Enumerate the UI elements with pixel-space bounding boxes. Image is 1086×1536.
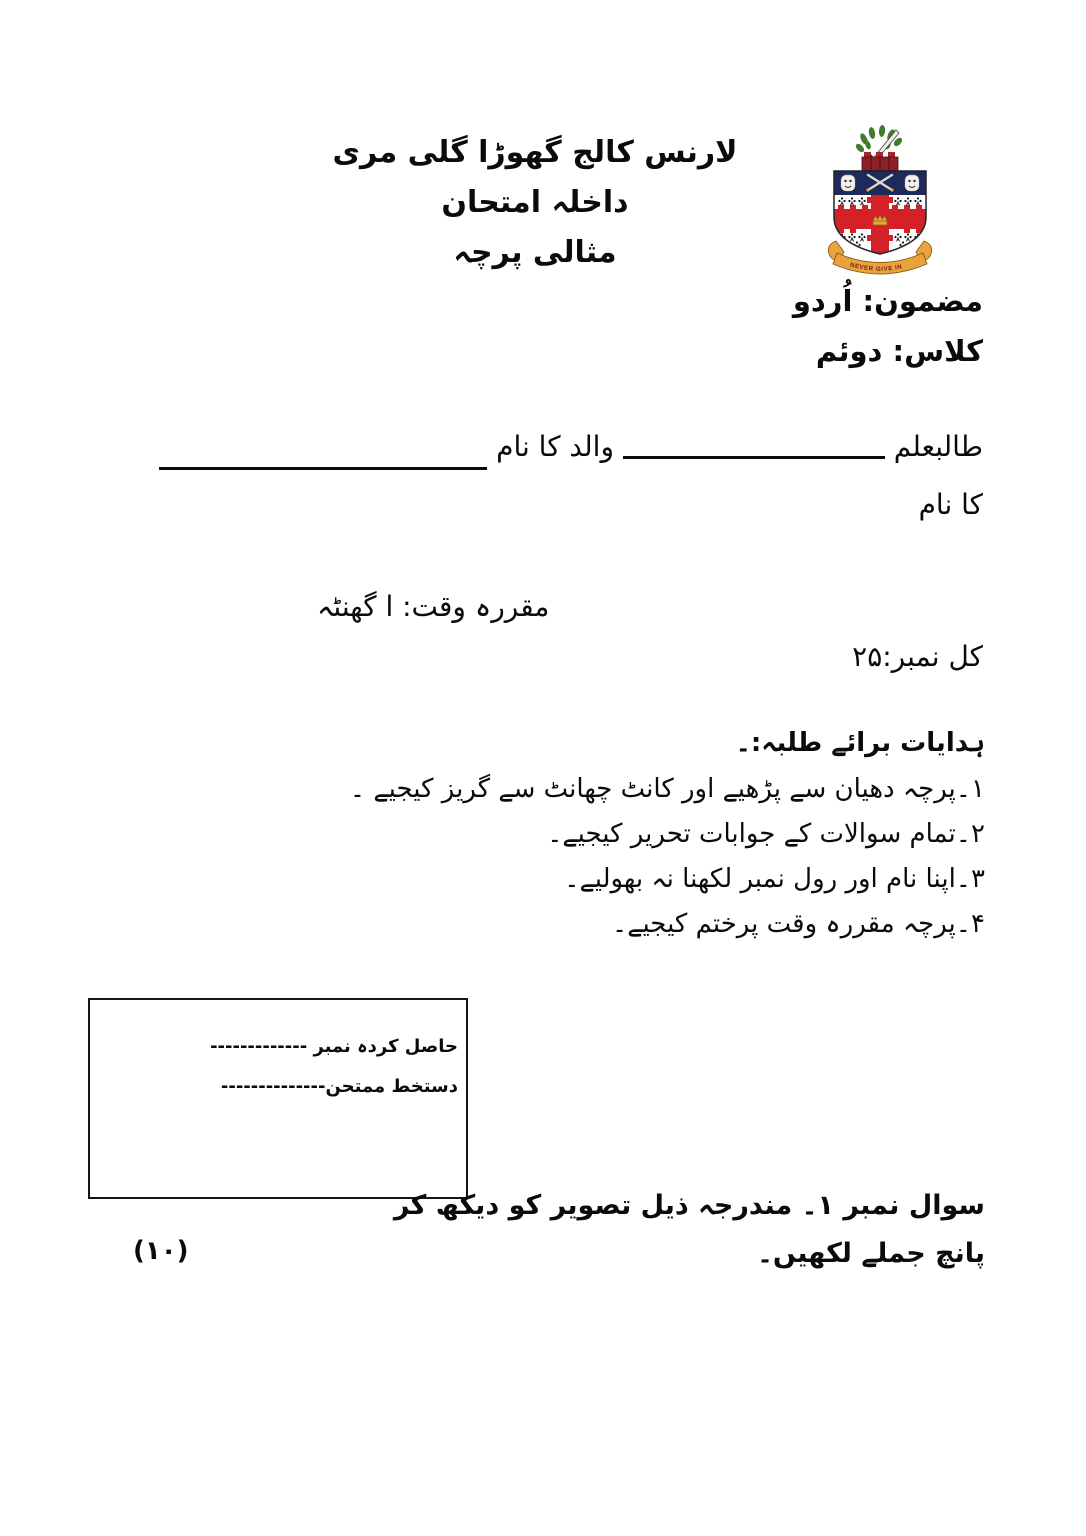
college-crest-logo [824, 124, 936, 278]
laurel-leaves-icon [854, 125, 903, 154]
father-name-blank-line [159, 465, 487, 470]
center-crown-icon [873, 215, 887, 225]
page-title [230, 128, 840, 278]
question-1-text-line-1: سوال نمبر ۱۔ مندرجہ ذیل تصویر کو دیکھ کر [393, 1190, 985, 1221]
student-name-label: طالبعلم [893, 430, 983, 463]
student-name-blank-line [623, 454, 885, 459]
class-line: کلاس: دوئم [815, 334, 983, 368]
crest-motto-text: NEVER GIVE IN [849, 261, 904, 273]
name-fields-line [159, 430, 983, 470]
question-1-marks: (۱۰) [133, 1236, 189, 1266]
college-name-title: لارنس کالج گھوڑا گلی مری [332, 135, 738, 170]
instruction-item-3: ۳۔اپنا نام اور رول نمبر لکھنا نہ بھولیے۔ [564, 864, 985, 894]
instructions-heading: ہدایات برائے طلبہ:۔ [735, 728, 985, 758]
time-allowed-line: مقررہ وقت: ا گھنٹہ [317, 590, 550, 623]
obtained-marks-label: حاصل کردہ نمبر ------------- [210, 1036, 458, 1057]
name-continuation-label: کا نام [918, 488, 983, 521]
father-name-label: والد کا نام [496, 430, 614, 463]
instruction-item-1: ۱۔پرچہ دھیان سے پڑھیے اور کانٹ چھانٹ سے گریز کیجیے ۔ [349, 774, 985, 804]
crown-icon [862, 152, 898, 172]
mask-icon-left [841, 175, 855, 191]
examiner-signature-label: دستخط ممتحن-------------- [220, 1076, 458, 1097]
instruction-item-4: ۴۔پرچہ مقررہ وقت پرختم کیجیے۔ [611, 909, 985, 939]
total-marks-line: کل نمبر:۲۵ [852, 640, 983, 673]
subject-line: مضمون: اُردو [792, 284, 983, 318]
marks-box [88, 998, 468, 1199]
question-1-text-line-2: پانچ جملے لکھیں۔ [757, 1238, 985, 1269]
instruction-item-2: ۲۔تمام سوالات کے جوابات تحریر کیجیے۔ [547, 819, 985, 849]
paper-type-title: مثالی پرچہ [453, 235, 617, 270]
exam-type-title: داخلہ امتحان [441, 185, 629, 220]
mask-icon-right [905, 175, 919, 191]
